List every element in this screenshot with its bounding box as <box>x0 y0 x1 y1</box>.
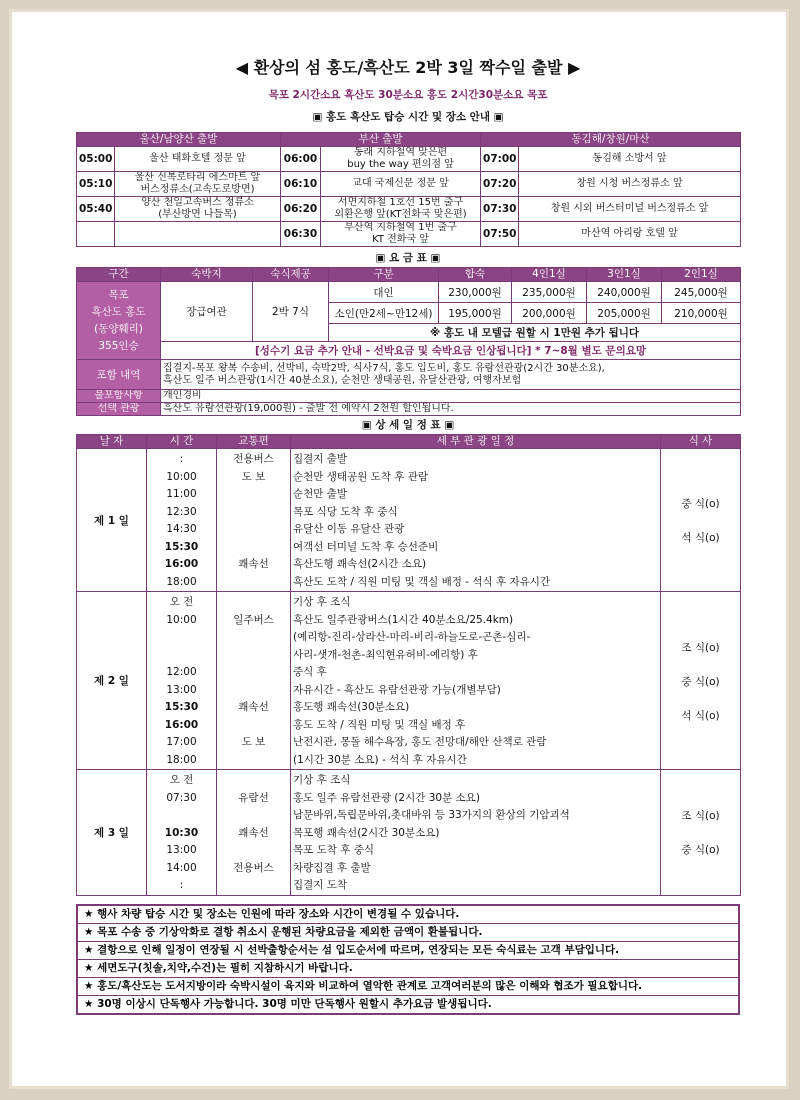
schedule-time: 13:00 <box>166 683 197 696</box>
fare-duration: 2박 7식 <box>253 282 329 342</box>
schedule-transport-item <box>219 594 288 612</box>
schedule-line: 자유시간 - 흑산도 유람선관광 가능(개별부담) <box>293 683 501 696</box>
schedule-line: 홍도 일주 유람선관광 (2시간 30분 소요) <box>293 791 480 804</box>
schedule-transport-item <box>219 682 288 700</box>
route-line: 목포 2시간소요 흑산도 30분소요 홍도 2시간30분소요 목포 <box>268 89 548 101</box>
fare-motel-note: ※ 홍도 내 모텔급 원할 시 1만원 추가 됩니다 <box>329 324 741 342</box>
boarding-time: 05:10 <box>77 172 115 197</box>
schedule-time: 16:00 <box>164 718 199 731</box>
schedule-transport-item <box>219 574 288 592</box>
boarding-place: 양산 천일고속버스 정류소 (부산방면 나들목) <box>115 197 281 222</box>
schedule-day-label: 제 1 일 <box>77 449 147 592</box>
note-item: ★ 세면도구(칫솔,치약,수건)는 필히 지참하시기 바랍니다. <box>78 960 738 978</box>
note-item: ★ 홍도/흑산도는 도서지방이라 숙박시설이 육지와 비교하여 열악한 관계로 고객여러분의 많은 이해와 협조가 필요합니다. <box>78 978 738 996</box>
boarding-place: 마산역 아리랑 호텔 앞 <box>519 222 741 247</box>
schedule-line: 난전시관, 몽돌 해수욕장, 홍도 전망대/해안 산책로 관람 <box>293 736 547 748</box>
boarding-place: 동김해 소방서 앞 <box>519 147 741 172</box>
schedule-time: 10:00 <box>166 613 197 626</box>
boarding-row <box>77 172 741 197</box>
schedule-transport-item <box>219 521 288 539</box>
schedule-day-row <box>77 592 741 770</box>
schedule-transport-item: 쾌속선 <box>238 558 269 570</box>
schedule-time: 07:30 <box>166 791 197 804</box>
schedule-day-row <box>77 449 741 592</box>
schedule-time: 14:00 <box>166 861 197 874</box>
fare-child-label: 소인(만2세~만12세) <box>329 303 439 324</box>
fare-incl-text: 집결지-목포 왕복 수송비, 선박비, 숙박2박, 식사7식, 홍도 입도비, 홍도 유람선관광(2시간 30분소요), 흑산도 일주 버스관광(1시간 40분소요), 순천만 생태공원, 유달산관광, 여행자보험 <box>161 360 741 390</box>
page-title: ◀ 환상의 섬 홍도/흑산도 2박 3일 짝수일 출발 ▶ <box>235 58 581 77</box>
schedule-line: (1시간 30분 소요) - 석식 후 자유시간 <box>293 753 467 766</box>
boarding-time: 07:50 <box>481 222 519 247</box>
schedule-times <box>147 449 217 592</box>
schedule-details <box>291 449 661 592</box>
schedule-time: 오 전 <box>169 774 194 786</box>
fare-excl-label: 불포함사항 <box>77 390 161 403</box>
boarding-col-gimhae: 동김해/창원/마산 <box>481 133 741 147</box>
schedule-line: 기상 후 조식 <box>293 596 351 608</box>
fare-adult-quad: 235,000원 <box>512 282 587 303</box>
sched-h-transport: 교통편 <box>217 435 291 449</box>
schedule-time: 10:00 <box>166 470 197 483</box>
fare-h-lodging: 숙박지 <box>161 268 253 282</box>
schedule-transport-item <box>219 842 288 860</box>
boarding-row <box>77 147 741 172</box>
boarding-place: 울산 신복로타리 에스마트 앞 버스정류소(고속도로방면) <box>115 172 281 197</box>
schedule-times <box>147 592 217 770</box>
schedule-line: 차량집결 후 출발 <box>293 861 371 874</box>
fare-h-double: 2인1실 <box>662 268 741 282</box>
schedule-line: 홍도 도착 / 직원 미팅 및 객실 배정 후 <box>293 718 466 731</box>
schedule-line: 목포 식당 도착 후 중식 <box>293 505 398 518</box>
schedule-transport-item <box>219 664 288 682</box>
fare-incl-label: 포함 내역 <box>77 360 161 390</box>
schedule-line: 흑산도 도착 / 직원 미팅 및 객실 배정 - 석식 후 자유시간 <box>293 575 551 588</box>
schedule-time: : <box>179 453 184 465</box>
schedule-transport <box>217 449 291 592</box>
schedule-time: 12:00 <box>166 666 197 678</box>
boarding-place: 동래 지하철역 맞은편 buy the way 편의점 앞 <box>321 147 481 172</box>
schedule-transport-item <box>219 486 288 504</box>
note-item: ★ 30명 이상시 단독행사 가능합니다. 30명 미만 단독행사 원할시 추가요금 발생됩니다. <box>84 997 492 1010</box>
fare-h-quad: 4인1실 <box>512 268 587 282</box>
schedule-meal: 중 식(o) <box>681 498 720 510</box>
boarding-time: 06:00 <box>281 147 321 172</box>
boarding-rows <box>77 147 741 247</box>
boarding-time: 06:10 <box>281 172 321 197</box>
page-frame <box>9 9 789 1089</box>
boarding-place: 부산역 지하철역 1번 출구 KT 전화국 앞 <box>321 222 481 247</box>
schedule-meal: 석 식(o) <box>681 532 720 544</box>
fare-child-double: 210,000원 <box>662 303 741 324</box>
boarding-header: ▣ 홍도 흑산도 탑승 시간 및 장소 안내 ▣ <box>312 111 504 123</box>
schedule-transport-item <box>219 877 288 895</box>
schedule-line: 순천만 출발 <box>293 488 348 500</box>
schedule-meal: 석 식(o) <box>681 709 720 722</box>
boarding-col-busan: 부산 출발 <box>281 133 481 147</box>
schedule-time: 13:00 <box>166 844 197 856</box>
fare-child-shared: 195,000원 <box>439 303 512 324</box>
schedule-transport-item <box>219 629 288 647</box>
schedule-meals <box>661 770 741 896</box>
schedule-table <box>76 434 741 896</box>
fare-adult-triple: 240,000원 <box>587 282 662 303</box>
schedule-line: 중식 후 <box>293 666 327 678</box>
schedule-time <box>149 629 214 647</box>
schedule-line: 사리-샛개-천촌-최익현유허비-예리항) 후 <box>293 648 478 661</box>
boarding-table <box>76 132 741 247</box>
schedule-time <box>149 807 214 825</box>
schedule-rows <box>77 449 741 896</box>
schedule-time: 오 전 <box>169 596 194 608</box>
schedule-line: 기상 후 조식 <box>293 774 351 786</box>
schedule-details <box>291 592 661 770</box>
schedule-transport-item <box>219 504 288 522</box>
fare-header: ▣ 요 금 표 ▣ <box>375 252 441 264</box>
boarding-place <box>115 222 281 247</box>
schedule-transport-item <box>219 717 288 735</box>
schedule-transport-item: 전용버스 <box>233 453 274 465</box>
schedule-time: 12:30 <box>166 505 197 518</box>
schedule-transport-item <box>219 647 288 665</box>
boarding-place: 서면지하철 1호선 15번 출구 외환은행 앞(KT전화국 맞은편) <box>321 197 481 222</box>
schedule-line: 집결지 출발 <box>293 453 348 465</box>
boarding-time: 07:30 <box>481 197 519 222</box>
schedule-line: 홍도행 쾌속선(30분소요) <box>293 701 410 713</box>
boarding-col-ulsan: 울산/남양산 출발 <box>77 133 281 147</box>
schedule-transport-item: 전용버스 <box>233 861 274 874</box>
boarding-time: 05:00 <box>77 147 115 172</box>
schedule-meal: 중 식(o) <box>681 675 720 688</box>
schedule-time: : <box>179 879 184 891</box>
schedule-time <box>149 647 214 665</box>
note-item: ★ 결항으로 인해 일정이 연장될 시 선박출항순서는 섬 입도순서에 따르며, 연장되는 모든 숙식료는 고객 부담입니다. <box>78 942 738 960</box>
schedule-transport-item: 도 보 <box>241 470 266 483</box>
fare-h-section: 구간 <box>77 268 161 282</box>
schedule-transport-item <box>219 752 288 770</box>
fare-h-meals: 숙식제공 <box>253 268 329 282</box>
schedule-time: 18:00 <box>166 575 197 588</box>
boarding-place: 창원 시외 버스터미널 버스정류소 앞 <box>519 197 741 222</box>
note-item: ★ 목포 수송 중 기상악화로 결항 취소시 운행된 차량요금을 제외한 금액이 환불됩니다. <box>78 924 738 942</box>
schedule-meal: 조 식(o) <box>681 641 720 654</box>
schedule-time: 15:30 <box>164 540 199 553</box>
schedule-transport-item: 일주버스 <box>233 613 274 626</box>
schedule-time: 17:00 <box>166 736 197 748</box>
schedule-transport-item: 유람선 <box>238 791 269 804</box>
fare-lodging: 장급여관 <box>161 282 253 342</box>
document <box>76 52 740 1015</box>
boarding-time <box>77 222 115 247</box>
schedule-day-label: 제 3 일 <box>77 770 147 896</box>
sched-h-time: 시 간 <box>147 435 217 449</box>
schedule-line: 순천만 생태공원 도착 후 관람 <box>293 470 429 483</box>
fare-opt-label: 선택 관광 <box>77 403 161 416</box>
schedule-line: 흑산도 일주관광버스(1시간 40분소요/25.4km) <box>293 613 514 626</box>
schedule-transport <box>217 592 291 770</box>
boarding-place: 울산 태화호텔 정문 앞 <box>115 147 281 172</box>
boarding-place: 창원 시청 버스정류소 앞 <box>519 172 741 197</box>
schedule-line: 목포 도착 후 중식 <box>293 844 375 856</box>
schedule-transport-item: 쾌속선 <box>238 701 269 713</box>
schedule-time: 10:30 <box>164 826 199 839</box>
schedule-meal: 조 식(o) <box>681 810 720 823</box>
schedule-times <box>147 770 217 896</box>
schedule-transport-item: 도 보 <box>241 736 266 748</box>
fare-excl-text: 개인경비 <box>161 390 741 403</box>
fare-child-triple: 205,000원 <box>587 303 662 324</box>
schedule-details <box>291 770 661 896</box>
fare-peak-note: [성수기 요금 추가 안내 - 선박요금 및 숙박요금 인상됩니다] * 7~8월 별도 문의요망 <box>161 342 741 360</box>
schedule-meals <box>661 449 741 592</box>
schedule-line: (예리항-진리-상라산-마리-비리-하늘도로-곤촌-심리- <box>293 631 531 643</box>
notes-box <box>76 904 740 1015</box>
schedule-time: 18:00 <box>166 753 197 766</box>
boarding-time: 05:40 <box>77 197 115 222</box>
fare-adult-shared: 230,000원 <box>439 282 512 303</box>
boarding-time: 06:20 <box>281 197 321 222</box>
fare-opt-text: 흑산도 유람선관광(19,000원) - 출발 전 예약시 2천원 할인됩니다. <box>161 403 741 416</box>
schedule-header: ▣ 상 세 일 정 표 ▣ <box>361 419 455 431</box>
sched-h-detail: 세 부 관 광 일 정 <box>291 435 661 449</box>
schedule-transport-item <box>219 539 288 557</box>
boarding-place: 교대 국제신문 정문 앞 <box>321 172 481 197</box>
fare-h-shared: 합숙 <box>439 268 512 282</box>
schedule-time: 11:00 <box>166 488 197 500</box>
schedule-time: 16:00 <box>164 558 199 570</box>
schedule-transport-item: 쾌속선 <box>238 826 269 839</box>
boarding-time: 07:00 <box>481 147 519 172</box>
schedule-transport-item <box>219 772 288 790</box>
boarding-time: 07:20 <box>481 172 519 197</box>
fare-child-quad: 200,000원 <box>512 303 587 324</box>
schedule-time: 14:30 <box>166 523 197 535</box>
schedule-time: 15:30 <box>164 701 199 713</box>
schedule-line: 유달산 이동 유달산 관광 <box>293 523 405 535</box>
schedule-transport <box>217 770 291 896</box>
sched-h-meal: 식 사 <box>661 435 741 449</box>
sched-h-day: 날 자 <box>77 435 147 449</box>
schedule-meals <box>661 592 741 770</box>
schedule-day-label: 제 2 일 <box>77 592 147 770</box>
schedule-line: 흑산도행 쾌속선(2시간 소요) <box>293 558 427 570</box>
boarding-time: 06:30 <box>281 222 321 247</box>
schedule-line: 집결지 도착 <box>293 879 348 891</box>
schedule-line: 남문바위,독립문바위,촛대바위 등 33가지의 환상의 기암괴석 <box>293 809 570 821</box>
schedule-line: 목포행 쾌속선(2시간 30분소요) <box>293 826 440 839</box>
fare-adult-double: 245,000원 <box>662 282 741 303</box>
boarding-row <box>77 222 741 247</box>
schedule-transport-item <box>219 807 288 825</box>
fare-h-triple: 3인1실 <box>587 268 662 282</box>
fare-h-type: 구분 <box>329 268 439 282</box>
fare-table <box>76 267 741 416</box>
fare-route-label: 목포 흑산도 홍도 (동양훼리) 355인승 <box>77 282 161 360</box>
boarding-row <box>77 197 741 222</box>
schedule-day-row <box>77 770 741 896</box>
schedule-line: 여객선 터미널 도착 후 승선준비 <box>293 540 439 553</box>
schedule-meal: 중 식(o) <box>681 844 720 857</box>
note-item: ★ 행사 차량 탑승 시간 및 장소는 인원에 따라 장소와 시간이 변경될 수 있습니다. <box>78 906 738 924</box>
fare-adult-label: 대인 <box>329 282 439 303</box>
